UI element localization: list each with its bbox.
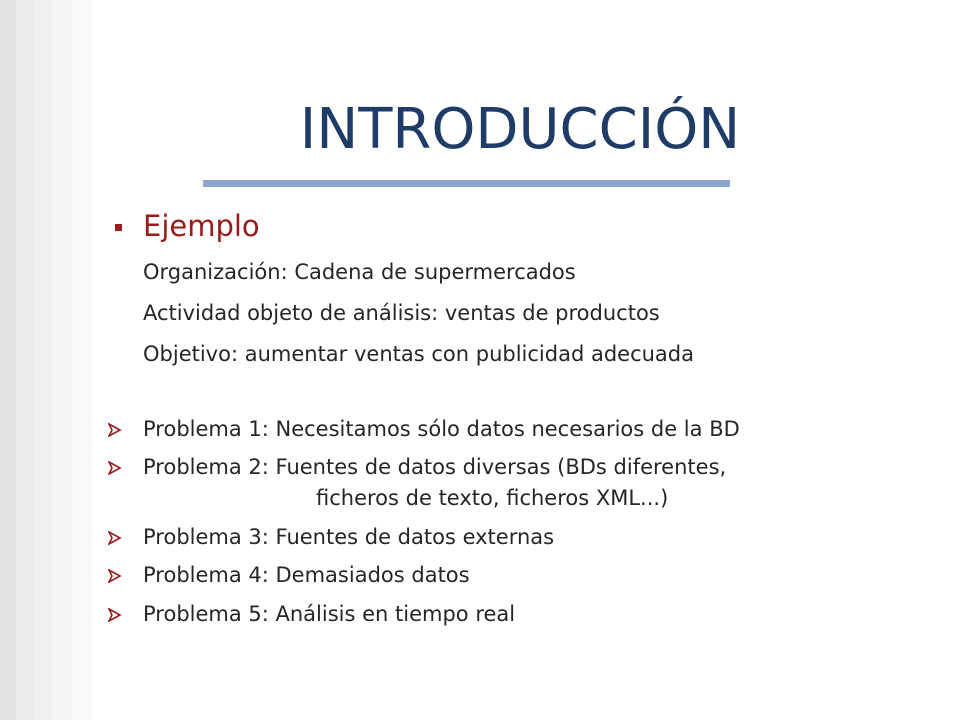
arrowhead-bullet-icon	[108, 531, 122, 545]
problem-item-1: Problema 1: Necesitamos sólo datos necesarios de la BD	[143, 417, 740, 441]
arrowhead-bullet-icon	[108, 461, 122, 475]
problem-item-5: Problema 5: Análisis en tiempo real	[143, 602, 516, 626]
arrowhead-bullet-icon	[108, 569, 122, 583]
detail-organization: Organización: Cadena de supermercados	[143, 260, 576, 284]
detail-activity: Actividad objeto de análisis: ventas de productos	[143, 301, 660, 325]
arrowhead-bullet-icon	[108, 423, 122, 437]
arrowhead-bullet-icon	[108, 608, 122, 622]
problem-item-2-continuation: ficheros de texto, ficheros XML...)	[316, 486, 669, 510]
detail-objective: Objetivo: aumentar ventas con publicidad adecuada	[143, 342, 695, 366]
problem-item-3: Problema 3: Fuentes de datos externas	[143, 525, 555, 549]
square-bullet-icon	[115, 224, 122, 231]
problem-item-4: Problema 4: Demasiados datos	[143, 563, 470, 587]
problem-item-2: Problema 2: Fuentes de datos diversas (BDs diferentes,	[143, 455, 727, 479]
section-heading: Ejemplo	[143, 209, 260, 243]
slide-title: INTRODUCCIÓN	[299, 97, 741, 162]
